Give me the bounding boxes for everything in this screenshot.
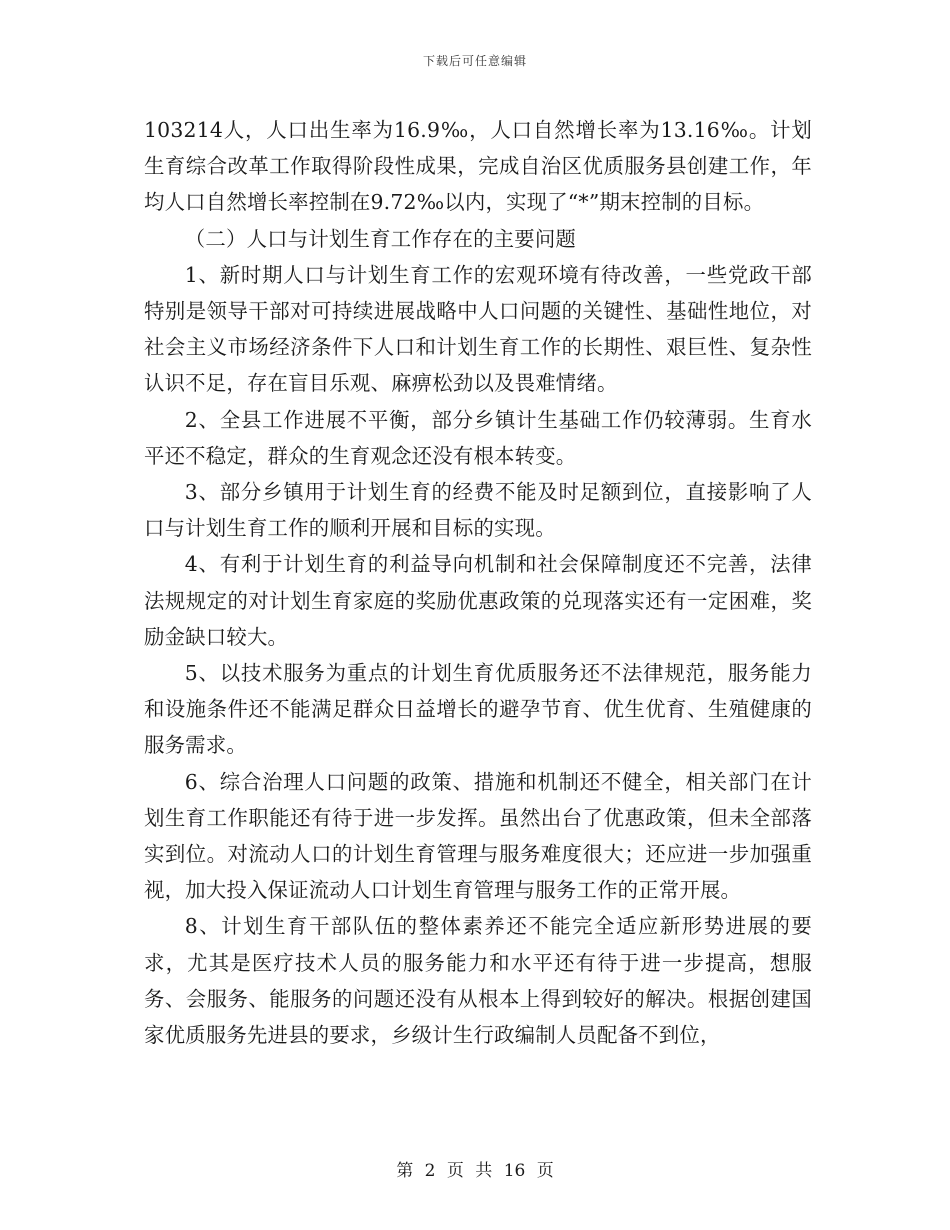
page-header: 下载后可任意编辑: [422, 54, 527, 68]
paragraph-item-4: 4、有利于计划生育的利益导向机制和社会保障制度还不完善，法律法规规定的对计划生育家庭的奖励优惠政策的兑现落实还有一定困难，奖励金缺口较大。: [144, 552, 812, 649]
paragraph-item-1: 1、新时期人口与计划生育工作的宏观环境有待改善，一些党政干部特别是领导干部对可持续进展战略中人口问题的关键性、基础性地位，对社会主义市场经济条件下人口和计划生育工作的长期性、艰巨性、复杂性认识不足，存在盲目乐观、麻痹松劲以及畏难情绪。: [144, 262, 812, 396]
section-heading: （二）人口与计划生育工作存在的主要问题: [184, 226, 577, 251]
paragraph-item-2: 2、全县工作进展不平衡，部分乡镇计生基础工作仍较薄弱。生育水平还不稳定，群众的生育观念还没有根本转变。: [144, 407, 812, 468]
paragraph-item-8: 8、计划生育干部队伍的整体素养还不能完全适应新形势进展的要求，尤其是医疗技术人员的服务能力和水平还有待于进一步提高，想服务、会服务、能服务的问题还没有从根本上得到较好的解决。根据创建国家优质服务先进县的要求，乡级计生行政编制人员配备不到位，: [144, 914, 812, 1048]
page-footer: 第 2 页 共 16 页: [396, 1161, 554, 1181]
paragraph-item-6: 6、综合治理人口问题的政策、措施和机制还不健全，相关部门在计划生育工作职能还有待于进一步发挥。虽然出台了优惠政策，但未全部落实到位。对流动人口的计划生育管理与服务难度很大；还应进一步加强重视，加大投入保证流动人口计划生育管理与服务工作的正常开展。: [144, 769, 812, 903]
document-body: [144, 112, 812, 1053]
paragraph-item-3: 3、部分乡镇用于计划生育的经费不能及时足额到位，直接影响了人口与计划生育工作的顺利开展和目标的实现。: [144, 480, 812, 541]
paragraph-1: 103214人，人口出生率为16.9‰，人口自然增长率为13.16‰。计划生育综合改革工作取得阶段性成果，完成自治区优质服务县创建工作，年均人口自然增长率控制在9.72‰以内，实现了“*”期末控制的目标。: [144, 118, 812, 215]
paragraph-item-5: 5、以技术服务为重点的计划生育优质服务还不法律规范，服务能力和设施条件还不能满足群众日益增长的避孕节育、优生优育、生殖健康的服务需求。: [144, 661, 812, 758]
